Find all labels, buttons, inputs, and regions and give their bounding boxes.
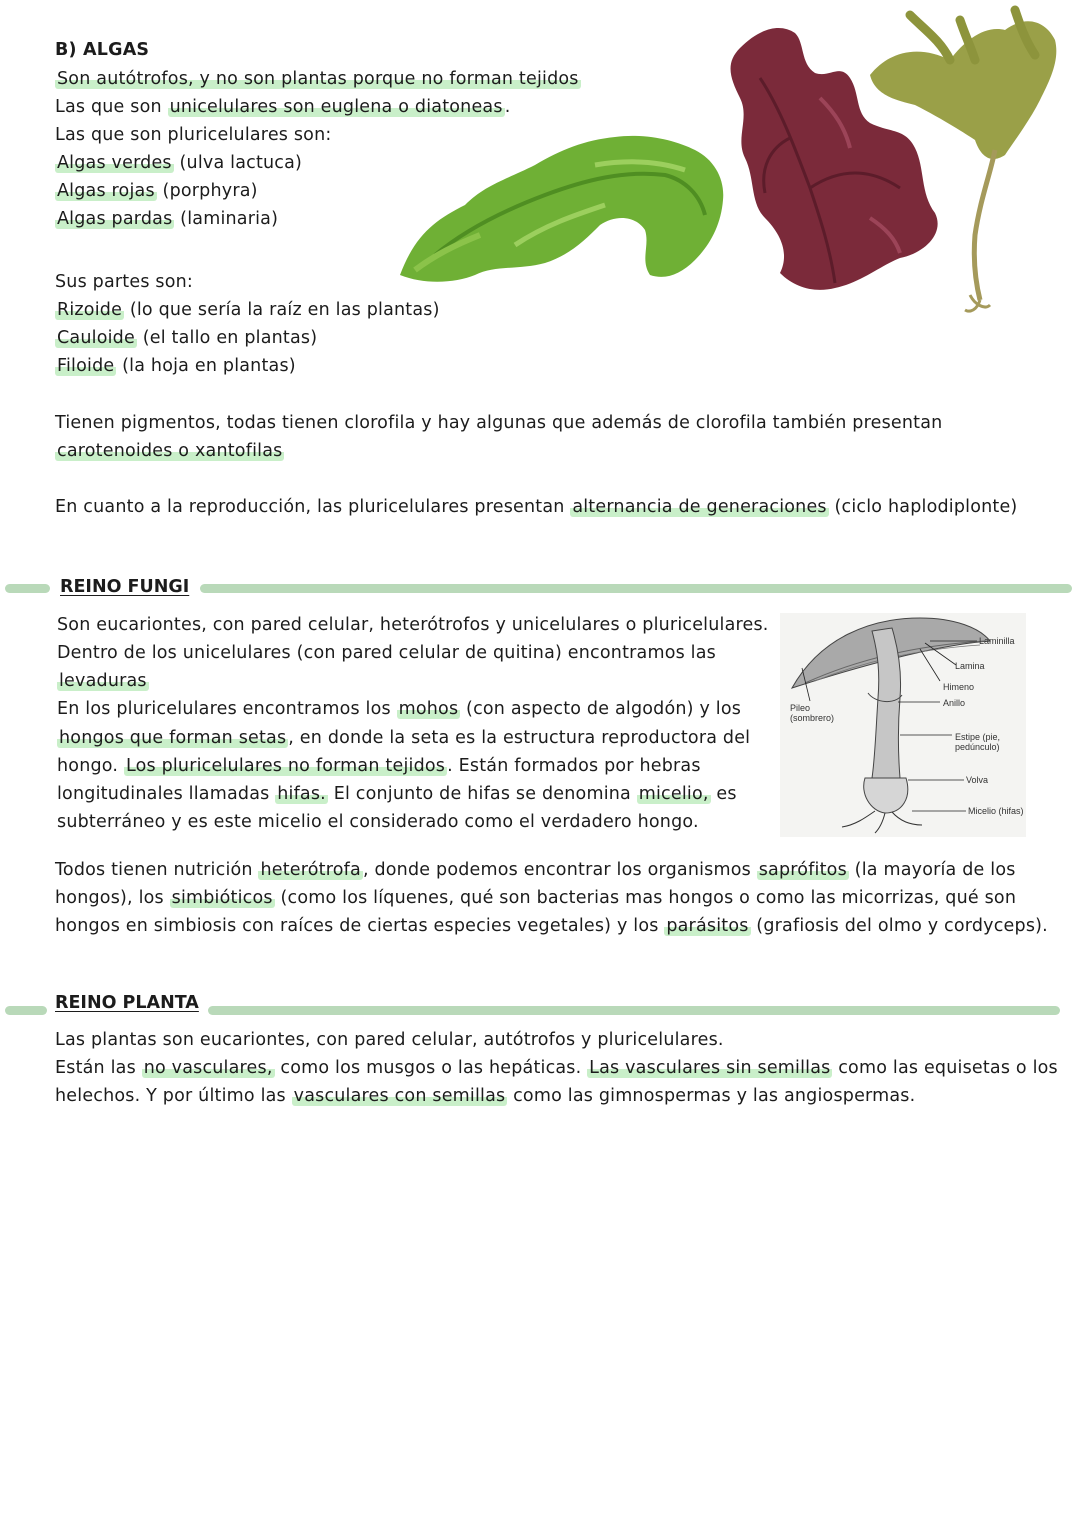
highlight: no vasculares, — [143, 1058, 273, 1078]
mushroom-drawing — [780, 613, 1026, 837]
text: (como los líquenes, qué son bacterias mas hongos o como las micorrizas, qué son — [274, 888, 1017, 908]
highlight: simbióticos — [171, 888, 273, 908]
section-bar-left — [5, 1006, 47, 1015]
section-bar-right — [208, 1006, 1060, 1015]
label-sombrero: (sombrero) — [790, 713, 835, 723]
fungi-heading: REINO FUNGI — [60, 577, 190, 597]
highlight: Algas pardas — [57, 209, 173, 229]
algas-line-10 — [55, 356, 296, 376]
text: Las que son — [55, 97, 168, 117]
text: (la mayoría de los — [848, 860, 1016, 880]
label-himeno: Himeno — [943, 682, 975, 692]
text: hongos), los — [55, 888, 170, 908]
highlight: micelio, — [638, 784, 709, 804]
fungi-line-1: Son eucariontes, con pared celular, heterótrofos y unicelulares o pluricelulares. — [57, 615, 769, 635]
label-micelio: Micelio (hifas) — [968, 806, 1024, 816]
text: (ciclo haplodiplonte) — [828, 497, 1018, 517]
text: En cuanto a la reproducción, las pluricelulares presentan — [55, 497, 571, 517]
text: . — [504, 97, 511, 117]
label-pileo: Pileo — [790, 703, 811, 713]
highlight: Rizoide — [57, 300, 123, 320]
text: , en donde la seta es la estructura reproductora del — [288, 728, 751, 748]
text: (laminaria) — [174, 209, 279, 229]
fungi-line-8: subterráneo y es este micelio el considerado como el verdadero hongo. — [57, 812, 699, 832]
fungi-line-5 — [57, 728, 750, 748]
text: hongos en simbiosis con raíces de ciertas especies vegetales) y los — [55, 916, 665, 936]
text: (grafiosis del olmo y cordyceps). — [750, 916, 1048, 936]
algas-line-3: Las que son pluricelulares son: — [55, 125, 332, 145]
highlight: Algas verdes — [57, 153, 172, 173]
text: Están las — [55, 1058, 142, 1078]
highlight: hongos que forman setas — [59, 728, 287, 748]
highlight: unicelulares son euglena o diatoneas — [169, 97, 503, 117]
fungi-line-7 — [57, 784, 737, 804]
text: como las equisetas o los — [832, 1058, 1058, 1078]
fungi-line-11 — [55, 916, 1048, 936]
text: , donde podemos encontrar los organismos — [362, 860, 757, 880]
fungi-line-3 — [57, 671, 149, 691]
text: Todos tienen nutrición — [55, 860, 259, 880]
highlight: carotenoides o xantofilas — [57, 441, 283, 461]
highlight: Son autótrofos, y no son plantas porque no forman tejidos — [57, 69, 579, 89]
label-estipe: Estipe (pie, — [955, 732, 1001, 742]
algas-heading: B) ALGAS — [55, 40, 150, 60]
highlight: saprófitos — [758, 860, 847, 880]
highlight: alternancia de generaciones — [572, 497, 827, 517]
fungi-line-2: Dentro de los unicelulares (con pared celular de quitina) encontramos las — [57, 643, 716, 663]
text: (ulva lactuca) — [173, 153, 303, 173]
label-volva: Volva — [966, 775, 989, 785]
algas-line-2 — [55, 97, 510, 117]
text: como los musgos o las hepáticas. — [274, 1058, 588, 1078]
fungi-line-9 — [55, 860, 1016, 880]
fungi-line-10 — [55, 888, 1016, 908]
algas-line-12 — [55, 441, 284, 461]
label-laminilla: Laminilla — [979, 636, 1015, 646]
planta-line-1: Las plantas son eucariontes, con pared celular, autótrofos y pluricelulares. — [55, 1030, 724, 1050]
planta-line-3 — [55, 1086, 915, 1106]
text: (el tallo en plantas) — [136, 328, 318, 348]
text: . Están formados por hebras — [447, 756, 701, 776]
highlight: Algas rojas — [57, 181, 155, 201]
brown-algae-image — [865, 5, 1065, 315]
highlight: mohos — [398, 699, 459, 719]
green-algae-image — [395, 125, 730, 290]
text: En los pluricelulares encontramos los — [57, 699, 397, 719]
algas-line-4 — [55, 153, 302, 173]
fungi-line-4 — [57, 699, 741, 719]
highlight: parásitos — [666, 916, 749, 936]
text: helechos. Y por último las — [55, 1086, 292, 1106]
text: (la hoja en plantas) — [116, 356, 296, 376]
algas-line-13 — [55, 497, 1017, 517]
highlight: Filoide — [57, 356, 115, 376]
algas-line-6 — [55, 209, 278, 229]
text: El conjunto de hifas se denomina — [327, 784, 637, 804]
algas-line-9 — [55, 328, 317, 348]
algas-line-1 — [55, 69, 581, 89]
planta-line-2 — [55, 1058, 1058, 1078]
highlight: heterótrofa — [260, 860, 361, 880]
highlight: Las vasculares sin semillas — [589, 1058, 831, 1078]
highlight: levaduras — [59, 671, 147, 691]
algas-line-7: Sus partes son: — [55, 272, 194, 292]
section-bar-right — [200, 584, 1072, 593]
highlight: hifas. — [277, 784, 326, 804]
algas-line-11: Tienen pigmentos, todas tienen clorofila y hay algunas que además de clorofila también presentan — [55, 413, 943, 433]
fungi-line-6 — [57, 756, 701, 776]
text: es — [710, 784, 737, 804]
text: longitudinales llamadas — [57, 784, 276, 804]
text: como las gimnospermas y las angiospermas. — [507, 1086, 916, 1106]
highlight: Los pluricelulares no forman tejidos — [125, 756, 446, 776]
text: (porphyra) — [156, 181, 258, 201]
label-lamina: Lamina — [955, 661, 985, 671]
highlight: vasculares con semillas — [293, 1086, 506, 1106]
text: (con aspecto de algodón) y los — [460, 699, 742, 719]
planta-heading: REINO PLANTA — [55, 993, 199, 1013]
text: (lo que sería la raíz en las plantas) — [124, 300, 440, 320]
label-anillo: Anillo — [943, 698, 966, 708]
algas-line-5 — [55, 181, 258, 201]
text: hongo. — [57, 756, 124, 776]
mushroom-diagram — [780, 613, 1026, 837]
algas-line-8 — [55, 300, 440, 320]
highlight: Cauloide — [57, 328, 135, 348]
label-peduncula: pedúnculo) — [955, 742, 1000, 752]
section-bar-left — [5, 584, 50, 593]
